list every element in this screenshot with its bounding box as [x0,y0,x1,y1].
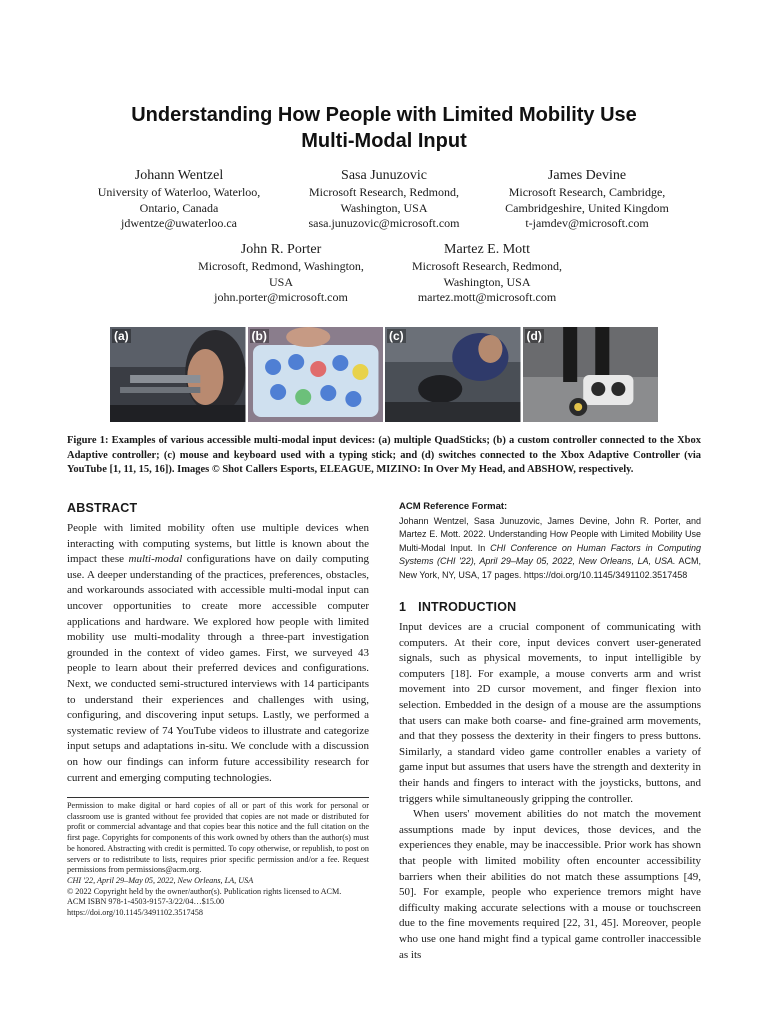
reference-venue: CHI Conference on Human Factors in Computing Systems (CHI '22), April 29–May 05, 2022, New Orleans, LA, USA. [399,542,701,567]
abstract-emphasis: multi-modal [128,553,183,566]
introduction-heading [399,600,701,614]
abstract-text [67,521,369,786]
author-affiliation: Ontario, Canada [139,200,219,215]
isbn-text: ACM ISBN 978-1-4503-9157-3/22/04…$15.00 [67,897,225,907]
figure-panel-a [110,327,246,422]
panel-label: (a) [114,329,129,343]
abstract-part: People with limited mobility often use multiple devices when interacting with computing systems, but little is known about the impact these [67,522,369,566]
author-block [186,241,376,306]
acm-reference-text [399,515,701,582]
author-affiliation: University of Waterloo, Waterloo, [97,185,261,199]
venue-text: CHI '22, April 29–May 05, 2022, New Orleans, LA, USA [67,875,254,885]
author-affiliation: Microsoft Research, Redmond, [412,259,562,273]
reference-part: ACM, New York, NY, USA, 17 pages. https://doi.org/10.1145/3491102.3517458 [399,556,701,580]
author-email: t-jamdev@microsoft.com [525,216,649,230]
author-email: jdwentze@uwaterloo.ca [121,216,237,230]
abstract-part: configurations have on daily computing use. A deeper understanding of the practices, preferences, obstacles, and workarounds associated with accessible multi-modal input can uncover opportunities to create more accessible computer applications and hardware. We explored how people with limited mobility use multi-modality through a three-part investigation grounded in the context of video games. First, we surveyed 43 people to learn about their preferred devices and configurations. Next, we conducted semi-structured interviews with 14 participants to understand their experiences and challenges with using, configuring, and discovering input setups. Lastly, we performed a systematic review of 74 YouTube videos to illustrate and categorize input setups and adaptations in-situ. We conclude with a discussion on how our findings can inform future accessibility research for current and emerging computing technologies. [67,553,370,784]
author-affiliation: Washington, USA [340,200,428,215]
intro-paragraph-1: Input devices are a crucial component of communicating with computers. At their core, input devices convert user-generated signals, such as physical movements, to input intelligible by computers [18]. For example, a mouse converts arm and wrist movement into 2D cursor movement, and finger flexion into selection. Embedded in the design of a mouse are the assumptions that users can make both coarse- and fine-grained arm movements, and that they possess the dexterity in their fingers to press buttons. Similarly, a standard video game controller enables a variety of game input but assumes that users have the strength and dexterity in their hands and fingers to interact with the joysticks, buttons, and triggers while simultaneously gripping the controller. [399,621,701,805]
author-email: martez.mott@microsoft.com [417,290,557,304]
title-line-1: Understanding How People with Limited Mobility Use [131,104,637,126]
author-block [84,167,274,232]
permission-text: Permission to make digital or hard copies of all or part of this work for personal or classroom use is granted without fee provided that copies are not made or distributed for profit or commercial advantage and that copies bear this notice and the full citation on the first page. Copyrights for components of this work owned by others than the author(s) must be honored. Abstracting with credit is permitted. To copy otherwise, or republish, to post on servers or to redistribute to lists, requires prior specific permission and/or a fee. Request permissions from permissions@acm.org. [67,801,369,875]
section-title: INTRODUCTION [418,600,517,615]
paper-title [60,102,708,154]
author-block [289,167,479,232]
reference-part: Johann Wentzel, Sasa Junuzovic, James Devine, John R. Porter, and Martez E. Mott. 2022. Understanding How People with Limited Mobility Use Multi-Modal Input. In [399,516,701,553]
author-name: Sasa Junuzovic [341,168,427,183]
author-affiliation: Microsoft Research, Cambridge, [508,185,666,199]
figure-panel-b [248,327,384,422]
author-name: Martez E. Mott [444,242,530,257]
acm-reference-heading: ACM Reference Format: [399,501,508,512]
author-affiliation: Microsoft Research, Redmond, [309,185,459,199]
author-email: john.porter@microsoft.com [214,290,348,304]
figure-1 [110,327,658,422]
abstract-heading: ABSTRACT [67,501,138,515]
copyright-text: © 2022 Copyright held by the owner/author(s). Publication rights licensed to ACM. [67,886,342,896]
author-affiliation: Cambridgeshire, United Kingdom [505,200,669,215]
author-name: Johann Wentzel [134,168,224,183]
author-name: John R. Porter [240,242,322,257]
author-block [392,241,582,306]
figure-caption: Figure 1: Examples of various accessible multi-modal input devices: (a) multiple QuadSticks; (b) a custom controller connected to the Xbox Adaptive controller; (c) mouse and keyboard used with a typing stick; and (d) switches connected to the Xbox Adaptive Controller (via YouTube [1, 11, 15, 16]). Images © Shot Callers Esports, ELEAGUE, MIZINO: In Over My Head, and ABSHOW, respectively. [67,435,701,475]
author-affiliation: Washington, USA [443,274,531,289]
left-column [67,501,369,786]
author-affiliation: Microsoft, Redmond, Washington, [198,259,364,273]
author-affiliation: USA [268,274,293,289]
author-email: sasa.junuzovic@microsoft.com [308,216,460,230]
author-name: James Devine [547,168,627,183]
figure-panel-c [385,327,521,422]
figure-panel-d [523,327,659,422]
panel-label: (c) [389,329,404,343]
intro-paragraph-2: When users' movement abilities do not match the movement assumptions made by input devices, those devices, and the experiences they enable, may be inaccessible. Prior work has shown that people with limited mobility often encounter accessibility barriers when their abilities do not match these assumptions [49, 50]. For example, people who experience tremors might have difficulty making accurate selections with a mouse or touchscreen due to the fine movements required [22, 31, 45]. Moreover, people who use one hand might find a typical game controller inaccessible as its [399,808,701,961]
section-number: 1 [399,600,407,615]
title-line-2: Multi-Modal Input [301,130,467,152]
permission-block [67,797,369,919]
doi-link[interactable]: https://doi.org/10.1145/3491102.3517458 [67,908,203,918]
panel-label: (d) [526,329,542,343]
author-block [487,167,687,232]
right-column [399,501,701,963]
panel-label: (b) [251,329,267,343]
